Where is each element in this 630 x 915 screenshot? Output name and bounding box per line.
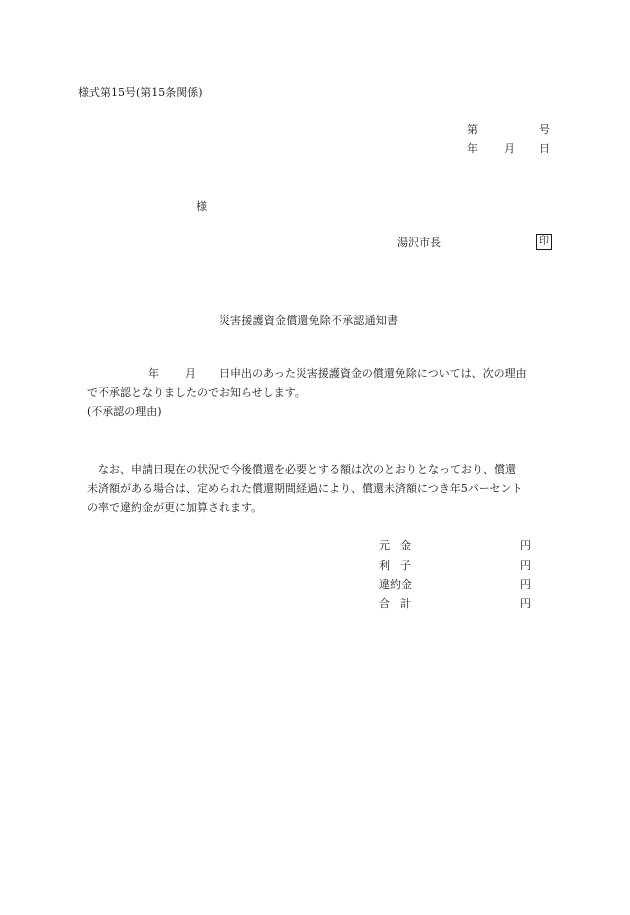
amount-label-principal: 元金 — [379, 539, 421, 552]
issuer-title: 湯沢市長 — [397, 236, 441, 249]
amount-label-penalty: 違約金 — [379, 578, 412, 591]
document-number-prefix: 第 — [467, 123, 478, 136]
date-day-label: 日 — [539, 142, 550, 155]
amount-unit-interest: 円 — [520, 559, 531, 572]
reason-label: (不承認の理由) — [87, 405, 162, 418]
amount-label-interest: 利子 — [379, 559, 421, 572]
body-year-label: 年 — [148, 367, 159, 380]
body-line-1 — [148, 368, 527, 379]
date-year-label: 年 — [467, 142, 478, 155]
document-number-suffix: 号 — [539, 123, 550, 136]
form-number: 様式第15号(第15条関係) — [78, 86, 203, 99]
document-title: 災害援護資金償還免除不承認通知書 — [219, 314, 399, 327]
amount-label-total: 合計 — [379, 597, 421, 610]
seal-stamp: 印 — [536, 234, 552, 250]
body-line-1-text: 日申出のあった災害援護資金の償還免除については、次の理由 — [219, 367, 527, 380]
amount-unit-principal: 円 — [520, 539, 531, 552]
body-line-2: で不承認となりましたのでお知らせします。 — [87, 386, 306, 399]
amount-unit-penalty: 円 — [520, 578, 531, 591]
date-month-label: 月 — [504, 142, 515, 155]
body-month-label: 月 — [185, 367, 196, 380]
note-line-1: なお、申請日現在の状況で今後償還を必要とする額は次のとおりとなっており、償還 — [98, 463, 516, 476]
note-line-3: の率で違約金が更に加算されます。 — [87, 501, 263, 514]
addressee-honorific: 様 — [196, 200, 207, 213]
amount-unit-total: 円 — [520, 597, 531, 610]
note-line-2: 未済額がある場合は、定められた償還期間経過により、償還未済額につき年5パーセント — [87, 482, 523, 495]
